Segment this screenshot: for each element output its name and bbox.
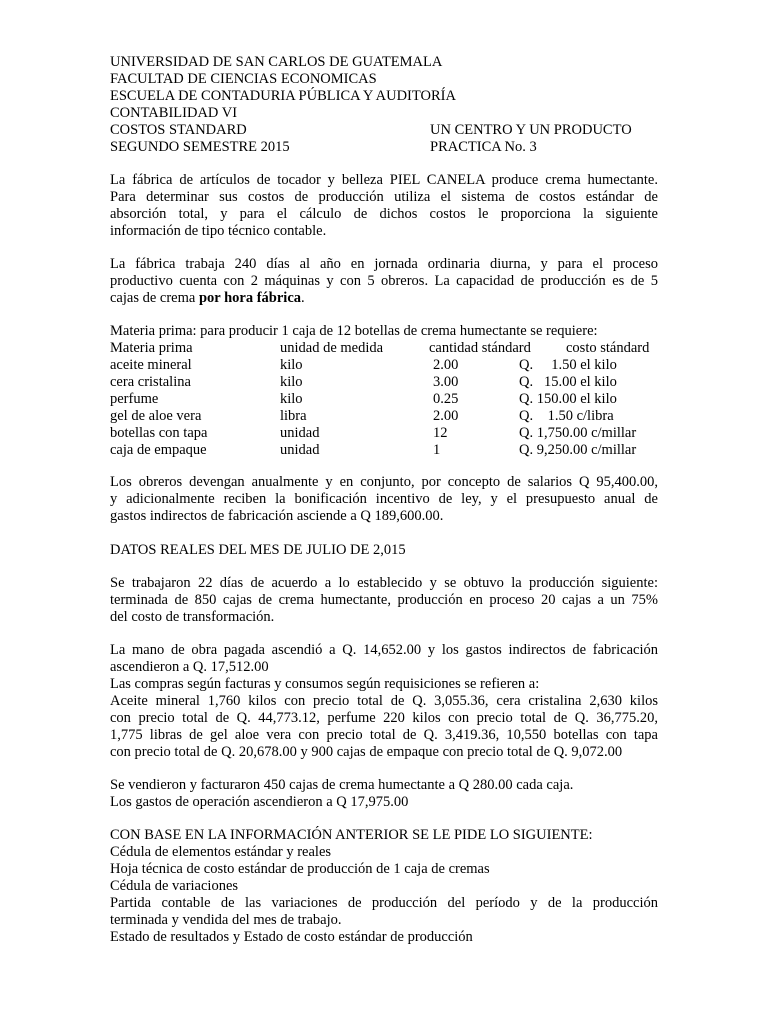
paragraph-line: terminada de 850 cajas de crema humectante, producción en proceso 20 cajas a un 75% [110, 592, 658, 608]
paragraph-line: Los gastos de operación ascendieron a Q 17,975.00 [110, 794, 409, 810]
intro-paragraph [110, 172, 658, 240]
paragraph-line: Para determinar sus costos de producción utiliza el sistema de costos estándar de [110, 189, 658, 205]
paragraph-line: con precio total de Q. 20,678.00 y 900 cajas de empaque con precio total de Q. 9,072.00 [110, 744, 623, 760]
column-header: costo stándard [566, 340, 650, 356]
document-header [110, 54, 658, 156]
production-paragraph [110, 575, 658, 626]
university-name: UNIVERSIDAD DE SAN CARLOS DE GUATEMALA [110, 54, 443, 70]
material-name: botellas con tapa [110, 425, 208, 441]
topic-right: UN CENTRO Y UN PRODUCTO [430, 122, 632, 138]
paragraph-line: Los obreros devengan anualmente y en conjunto, por concepto de salarios Q 95,400.00, [110, 474, 658, 490]
course-name: CONTABILIDAD VI [110, 105, 238, 121]
material-quantity: 1 [433, 442, 441, 458]
material-name: aceite mineral [110, 357, 192, 373]
table-row [110, 425, 658, 442]
requirement-item: Cédula de elementos estándar y reales [110, 844, 332, 860]
paragraph-line: con precio total de Q. 44,773.12, perfume 220 kilos con precio total de Q. 36,775.20, [110, 710, 658, 726]
requirements-heading: CON BASE EN LA INFORMACIÓN ANTERIOR SE LE PIDE LO SIGUIENTE: [110, 827, 593, 843]
paragraph-line: La mano de obra pagada ascendió a Q. 14,652.00 y los gastos indirectos de fabricación [110, 642, 658, 658]
material-unit: unidad [280, 425, 320, 441]
material-unit: unidad [280, 442, 320, 458]
materials-header-row [110, 340, 658, 357]
paragraph-line: información de tipo técnico contable. [110, 223, 327, 239]
paragraph-line: ascendieron a Q. 17,512.00 [110, 659, 269, 675]
capacity-period: . [301, 290, 305, 306]
table-row [110, 357, 658, 374]
materials-intro: Materia prima: para producir 1 caja de 12 botellas de crema humectante se requiere: [110, 323, 598, 339]
paragraph-line: productivo cuenta con 2 máquinas y con 5 obreros. La capacidad de producción es de 5 [110, 273, 658, 289]
material-unit: kilo [280, 374, 303, 390]
semester-left: SEGUNDO SEMESTRE 2015 [110, 139, 290, 155]
material-unit: libra [280, 408, 307, 424]
table-row [110, 442, 658, 459]
table-row [110, 374, 658, 391]
labor-paragraph [110, 474, 658, 525]
material-name: gel de aloe vera [110, 408, 202, 424]
real-data-section [110, 542, 658, 559]
column-header: cantidad stándard [429, 340, 531, 356]
paragraph-line: gastos indirectos de fabricación asciende a Q 189,600.00. [110, 508, 444, 524]
material-quantity: 3.00 [433, 374, 459, 390]
material-unit: kilo [280, 357, 303, 373]
material-cost: Q. 1,750.00 c/millar [519, 425, 637, 441]
semester-row [110, 139, 658, 156]
requirement-item: Partida contable de las variaciones de producción del período y de la producción [110, 895, 658, 911]
topic-row [110, 122, 658, 139]
material-cost: Q. 9,250.00 c/millar [519, 442, 637, 458]
paragraph-line: Las compras según facturas y consumos según requisiciones se refieren a: [110, 676, 540, 692]
paragraph-line [110, 290, 658, 307]
capacity-paragraph [110, 256, 658, 307]
paragraph-line: y adicionalmente reciben la bonificación incentivo de ley, y el presupuesto anual de [110, 491, 658, 507]
requirement-item: Cédula de variaciones [110, 878, 239, 894]
paragraph-line: Aceite mineral 1,760 kilos con precio total de Q. 3,055.36, cera cristalina 2,630 kilos [110, 693, 658, 709]
material-quantity: 2.00 [433, 408, 459, 424]
material-cost: Q. 15.00 el kilo [519, 374, 617, 390]
material-cost: Q. 1.50 el kilo [519, 357, 617, 373]
paragraph-line: absorción total, y para el cálculo de dichos costos le proporciona la siguiente [110, 206, 658, 222]
material-quantity: 12 [433, 425, 448, 441]
material-name: caja de empaque [110, 442, 207, 458]
paragraph-line: 1,775 libras de gel aloe vera con precio total de Q. 3,419.36, 10,550 botellas con tapa [110, 727, 658, 743]
requirement-item: Hoja técnica de costo estándar de producción de 1 caja de cremas [110, 861, 490, 877]
costs-paragraph [110, 642, 658, 761]
table-row [110, 408, 658, 425]
column-header: unidad de medida [280, 340, 384, 356]
topic-left: COSTOS STANDARD [110, 122, 247, 138]
material-quantity: 0.25 [433, 391, 459, 407]
section-heading: DATOS REALES DEL MES DE JULIO DE 2,015 [110, 542, 406, 558]
material-cost: Q. 1.50 c/libra [519, 408, 614, 424]
faculty-name: FACULTAD DE CIENCIAS ECONOMICAS [110, 71, 377, 87]
paragraph-line: del costo de transformación. [110, 609, 275, 625]
paragraph-line: Se trabajaron 22 días de acuerdo a lo establecido y se obtuvo la producción siguiente: [110, 575, 658, 591]
material-unit: kilo [280, 391, 303, 407]
requirement-item: Estado de resultados y Estado de costo estándar de producción [110, 929, 473, 945]
sales-paragraph [110, 777, 658, 811]
practice-number: PRACTICA No. 3 [430, 139, 537, 155]
material-name: perfume [110, 391, 159, 407]
materials-section [110, 323, 658, 459]
table-row [110, 391, 658, 408]
capacity-text: cajas de crema [110, 290, 199, 306]
paragraph-line: Se vendieron y facturaron 450 cajas de crema humectante a Q 280.00 cada caja. [110, 777, 574, 793]
requirement-item-continued: terminada y vendida del mes de trabajo. [110, 912, 342, 928]
material-quantity: 2.00 [433, 357, 459, 373]
column-header: Materia prima [110, 340, 193, 356]
material-cost: Q. 150.00 el kilo [519, 391, 617, 407]
capacity-emphasis: por hora fábrica [198, 290, 301, 306]
paragraph-line: La fábrica trabaja 240 días al año en jornada ordinaria diurna, y para el proceso [110, 256, 658, 272]
material-name: cera cristalina [110, 374, 191, 390]
paragraph-line: La fábrica de artículos de tocador y belleza PIEL CANELA produce crema humectante. [110, 172, 658, 188]
school-name: ESCUELA DE CONTADURIA PÚBLICA Y AUDITORÍA [110, 88, 456, 104]
requirements-section [110, 827, 658, 946]
